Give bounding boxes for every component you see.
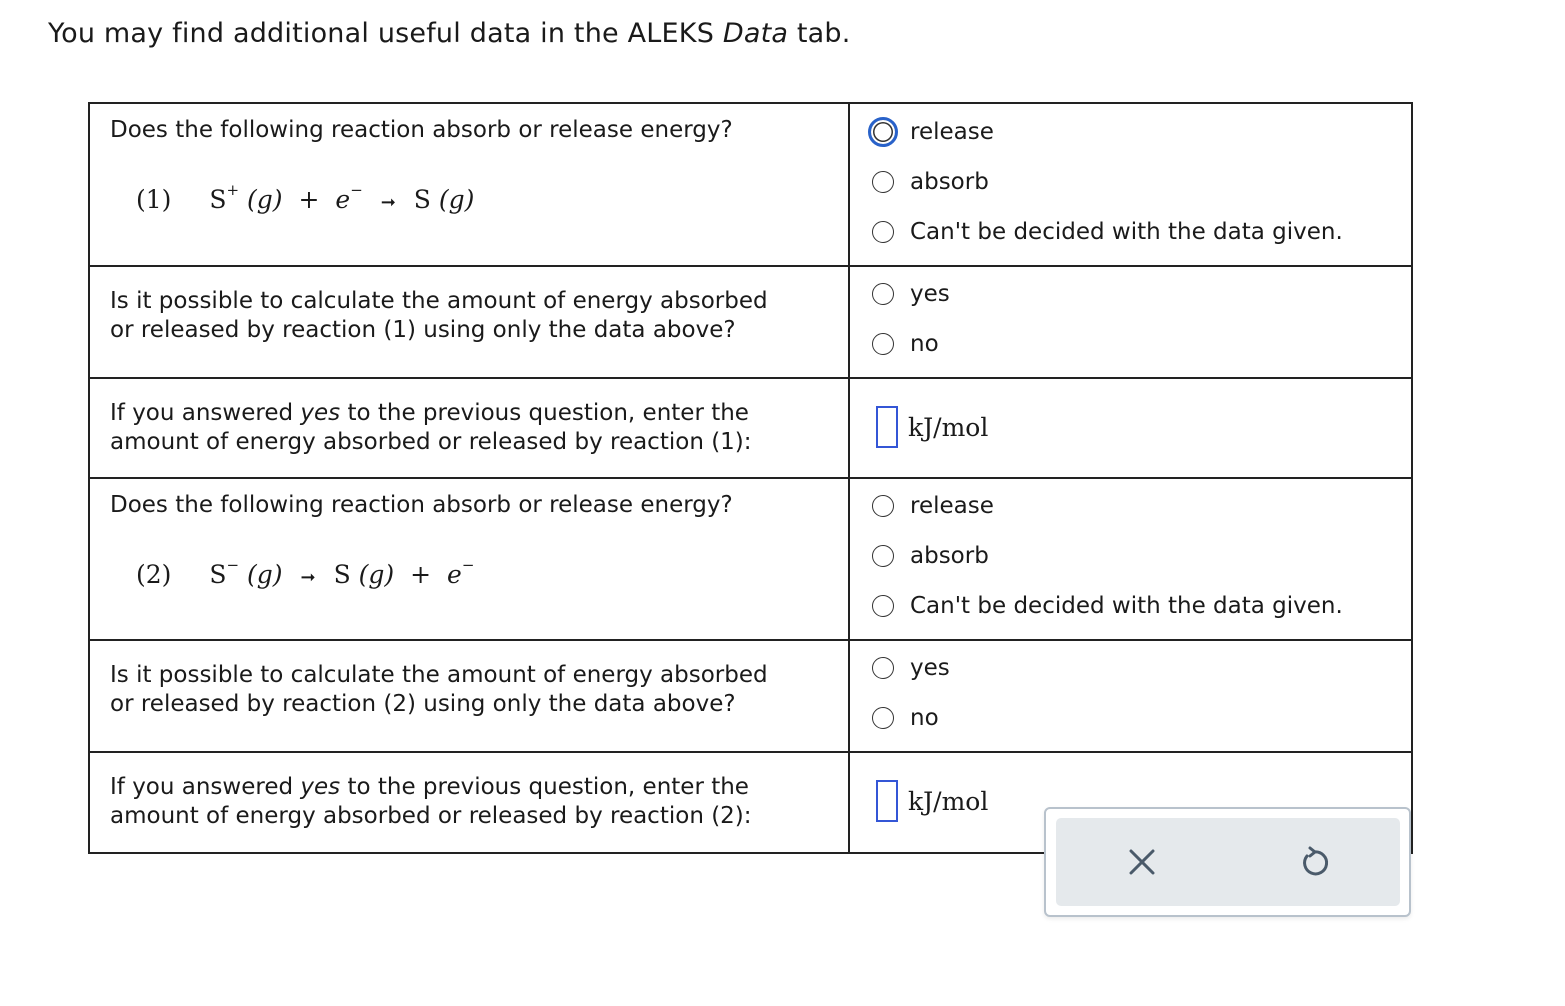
option-5-yes[interactable]: [872, 643, 1411, 693]
reaction-2-electron: e−: [447, 556, 475, 590]
answer-toolbar: [1044, 807, 1411, 917]
radio-2-no[interactable]: [872, 333, 894, 355]
option-4-release-label: release: [910, 493, 994, 519]
option-4-undecided[interactable]: [872, 581, 1411, 631]
reaction-1-reactant: S+: [209, 181, 240, 215]
reaction-2-arrow-icon: ➞: [300, 567, 316, 589]
answer-4-cell: [849, 478, 1412, 640]
option-2-no[interactable]: [872, 319, 1411, 369]
option-4-undecided-label: Can't be decided with the data given.: [910, 593, 1343, 619]
intro-after: tab.: [788, 18, 851, 49]
option-4-absorb[interactable]: [872, 531, 1411, 581]
option-1-release[interactable]: [872, 107, 1411, 157]
radio-2-yes[interactable]: [872, 283, 894, 305]
reaction-1-electron: e−: [335, 181, 363, 215]
reaction-2-number: (2): [136, 560, 172, 590]
question-row-5: [89, 640, 1412, 752]
reaction-1-equation: [136, 181, 848, 225]
answer-1-cell: [849, 103, 1412, 266]
reaction-2-reactant-state: (g): [247, 560, 283, 590]
question-5-prompt: Is it possible to calculate the amount of energy absorbed or released by reaction (2) using only the data above?: [110, 662, 768, 717]
question-2-prompt: Is it possible to calculate the amount of energy absorbed or released by reaction (1) using only the data above?: [110, 288, 768, 343]
option-5-yes-label: yes: [910, 655, 950, 681]
reaction-2-product: S (g): [333, 560, 395, 590]
option-5-no-label: no: [910, 705, 939, 731]
reaction-1-plus: +: [298, 185, 320, 215]
undo-icon: [1298, 846, 1330, 878]
intro-before: You may find additional useful data in the ALEKS: [48, 18, 723, 49]
answer-3-cell: [849, 378, 1412, 478]
question-row-1: [89, 103, 1412, 266]
option-5-no[interactable]: [872, 693, 1411, 743]
question-table: [88, 102, 1413, 854]
radio-1-release[interactable]: [868, 117, 898, 147]
reaction-2-plus: +: [410, 560, 432, 590]
question-row-4: [89, 478, 1412, 640]
question-6-cell: [89, 752, 849, 853]
reaction-1-number: (1): [136, 185, 172, 215]
undo-button[interactable]: [1294, 842, 1334, 882]
question-5-cell: [89, 640, 849, 752]
question-row-2: [89, 266, 1412, 378]
option-2-no-label: no: [910, 331, 939, 357]
option-1-absorb-label: absorb: [910, 169, 989, 195]
radio-4-release[interactable]: [872, 495, 894, 517]
radio-1-undecided[interactable]: [872, 221, 894, 243]
option-4-absorb-label: absorb: [910, 543, 989, 569]
intro-text: [48, 18, 851, 49]
radio-4-undecided[interactable]: [872, 595, 894, 617]
radio-5-yes[interactable]: [872, 657, 894, 679]
unit-label-2: kJ/mol: [908, 786, 989, 816]
question-4-prompt: Does the following reaction absorb or release energy?: [110, 492, 733, 518]
question-2-cell: [89, 266, 849, 378]
question-4-cell: [89, 478, 849, 640]
question-1-prompt: Does the following reaction absorb or release energy?: [110, 117, 733, 143]
reaction-1-product: S (g): [413, 185, 475, 215]
option-4-release[interactable]: [872, 481, 1411, 531]
question-1-cell: [89, 103, 849, 266]
option-2-yes[interactable]: [872, 269, 1411, 319]
option-1-undecided-label: Can't be decided with the data given.: [910, 219, 1343, 245]
unit-label-1: kJ/mol: [908, 412, 989, 442]
energy-input-1[interactable]: [876, 406, 898, 448]
toolbar-inner: [1056, 818, 1400, 906]
question-3-prompt: If you answered yes to the previous question, enter the amount of energy absorbed or released by reaction (1):: [110, 400, 752, 455]
radio-4-absorb[interactable]: [872, 545, 894, 567]
question-row-3: [89, 378, 1412, 478]
reaction-1-reactant-state: (g): [247, 185, 283, 215]
energy-input-2[interactable]: [876, 780, 898, 822]
option-1-undecided[interactable]: [872, 207, 1411, 257]
clear-button[interactable]: [1122, 842, 1162, 882]
reaction-2-equation: [136, 556, 848, 600]
option-1-release-label: release: [910, 119, 994, 145]
close-icon: [1128, 848, 1156, 876]
answer-5-cell: [849, 640, 1412, 752]
option-1-absorb[interactable]: [872, 157, 1411, 207]
radio-1-absorb[interactable]: [872, 171, 894, 193]
answer-2-cell: [849, 266, 1412, 378]
intro-data-tab: Data: [722, 18, 789, 49]
option-2-yes-label: yes: [910, 281, 950, 307]
question-3-cell: [89, 378, 849, 478]
question-6-prompt: If you answered yes to the previous question, enter the amount of energy absorbed or released by reaction (2):: [110, 774, 752, 829]
reaction-1-arrow-icon: ➞: [380, 192, 396, 214]
radio-5-no[interactable]: [872, 707, 894, 729]
reaction-2-reactant: S−: [209, 556, 240, 590]
